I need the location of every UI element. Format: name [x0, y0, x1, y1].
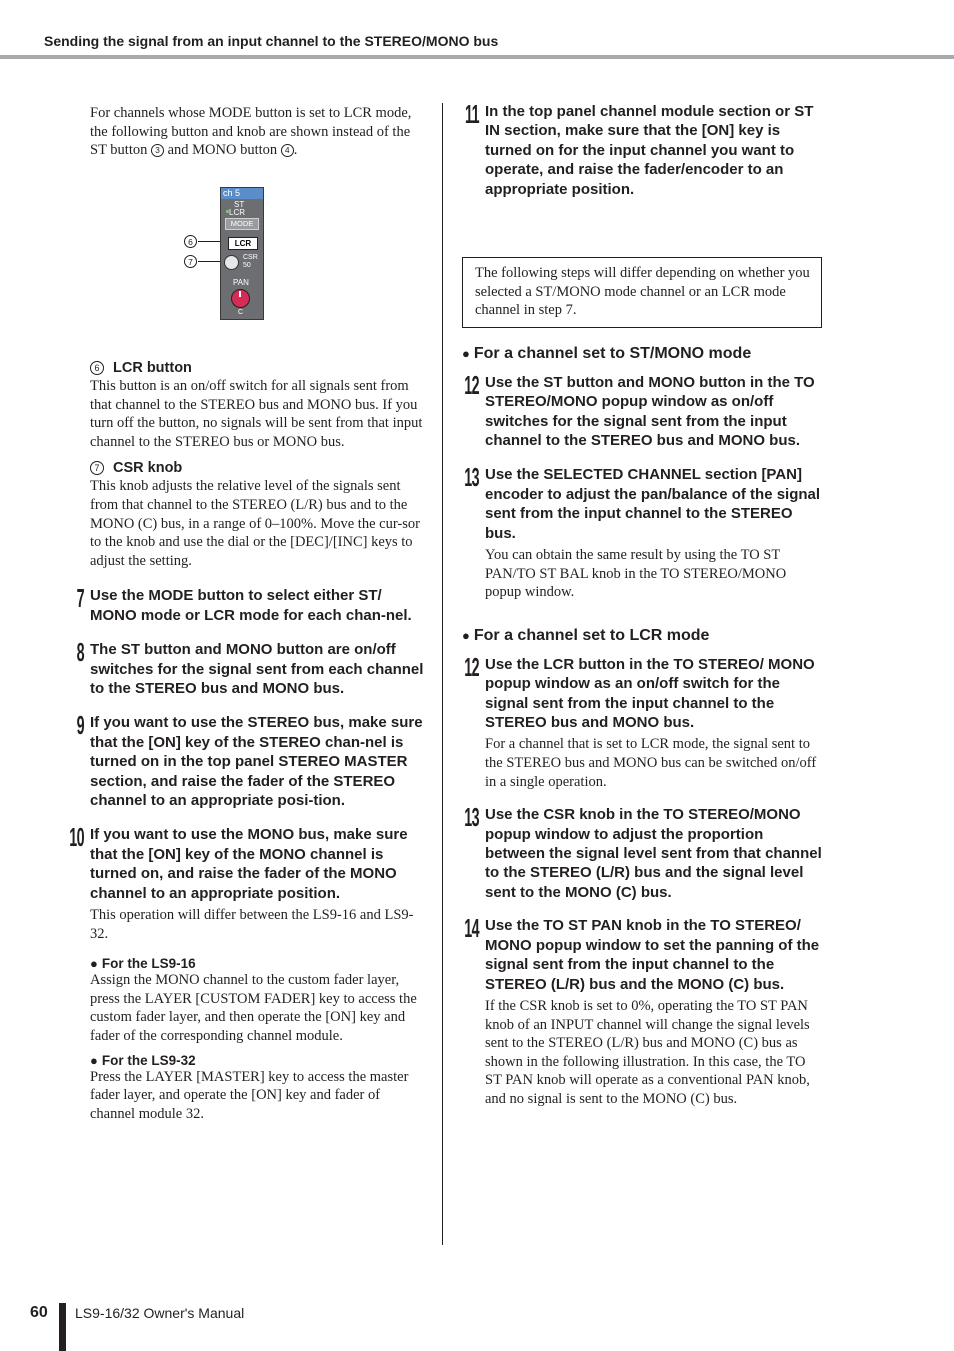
item-lcr-button-text: This button is an on/off switch for all signals sent from that channel to the STEREO bus and MONO bus. If you turn off the button, no signals will be sent from that input channel to the STEREO bus or MONO bus. [90, 378, 423, 450]
csr-knob-icon[interactable] [224, 255, 239, 270]
step-number: 14 [464, 913, 479, 944]
step-number: 7 [76, 583, 84, 614]
running-header: Sending the signal from an input channel to the STEREO/MONO bus [44, 33, 499, 49]
stmono-step-13 [464, 462, 822, 543]
step-11 [464, 99, 822, 199]
pan-value: C [238, 309, 244, 316]
step-number: 12 [464, 369, 479, 400]
step-number: 8 [76, 637, 84, 668]
bullet-icon: ● [462, 627, 470, 643]
right-column [462, 99, 822, 1108]
step-text: If you want to use the MONO bus, make sure that the [ON] key of the MONO channel is turned on, and raise the fader of the MONO channel to an appropriate position. [90, 826, 408, 902]
mode-button[interactable]: MODE [225, 218, 259, 230]
step-number: 11 [464, 99, 479, 129]
item-lcr-button-title: 6 LCR button [90, 360, 426, 376]
footer-title: LS9-16/32 Owner's Manual [75, 1305, 245, 1321]
lcr-step-12-note: For a channel that is set to LCR mode, the signal sent to the STEREO bus and MONO bus can be switched on/off in a single operation. [485, 736, 817, 790]
callout-7: 7 [184, 255, 197, 268]
header-rule [0, 55, 954, 59]
column-divider [442, 103, 443, 1245]
ls9-16-heading: ● For the LS9-16 [90, 956, 196, 972]
footer-bar [59, 1303, 66, 1351]
ls9-32-heading: ● For the LS9-32 [90, 1052, 196, 1068]
lcr-mode-label: LCR [229, 208, 246, 217]
bullet-icon: ● [90, 956, 98, 972]
st-label: ST [234, 200, 245, 209]
stmono-step-12 [464, 369, 822, 451]
step-number: 13 [464, 462, 479, 493]
step-10-note: This operation will differ between the LS9-16 and LS9-32. [90, 907, 414, 942]
step-number: 10 [69, 822, 84, 853]
step-8 [76, 637, 426, 698]
ls9-32-text: Press the LAYER [MASTER] key to access the master fader layer, and operate the [ON] key and fader of channel module 32. [90, 1068, 409, 1122]
channel-strip [220, 187, 264, 320]
note-box [462, 257, 822, 328]
csr-label: CSR 50 [243, 254, 258, 269]
channel-label: ch 5 [221, 188, 263, 199]
callout-6: 6 [184, 235, 197, 248]
step-number: 9 [76, 710, 84, 741]
lcr-button[interactable]: LCR [228, 237, 258, 250]
pan-knob-icon[interactable] [231, 289, 250, 308]
step-text: Use the SELECTED CHANNEL section [PAN] encoder to adjust the pan/balance of the signal sent from the input channel to the STEREO bus. [485, 466, 821, 542]
ls9-16-text: Assign the MONO channel to the custom fader layer, press the LAYER [CUSTOM FADER] key to access the custom fader layer, and then operate the [ON] key and fader of the corresponding channel module. [90, 972, 417, 1044]
intro-paragraph: For channels whose MODE button is set to LCR mode, the following button and knob are shown instead of the ST button 3 and MONO button 4 . [90, 105, 412, 159]
step-text: Use the ST button and MONO button in the TO STEREO/MONO popup window as on/off switches for the signal sent from the input channel to the STEREO bus and MONO bus. [485, 373, 815, 450]
step-text: In the top panel channel module section or ST IN section, make sure that the [ON] key is turned on for the input channel you want to operate, and raise the fader/encoder to an appropriate position. [485, 103, 814, 198]
step-number: 12 [464, 651, 479, 682]
lcr-heading: ● For a channel set to LCR mode [462, 626, 710, 644]
step-9 [76, 710, 426, 810]
lcr-step-14 [464, 913, 822, 994]
lcr-step-14-note: If the CSR knob is set to 0%, operating the TO ST PAN knob of an INPUT channel will change the signal levels sent to the STEREO (L/R) bus and MONO (C) bus as shown in the following illustration. In this case, the TO ST PAN knob will operate as a conventional PAN knob, and no signal is sent to the MONO (C) bus. [485, 997, 810, 1107]
step-number: 13 [464, 802, 479, 833]
step-7 [76, 583, 426, 625]
left-column-items [69, 360, 426, 1123]
item-csr-knob-title: 7 CSR knob [90, 460, 426, 476]
channel-strip-figure [182, 186, 272, 322]
step-text: The ST button and MONO button are on/off switches for the signal sent from each channel to the STEREO bus and MONO bus. [90, 641, 424, 697]
lcr-step-12 [464, 651, 822, 733]
step-text: Use the CSR knob in the TO STEREO/MONO popup window to adjust the proportion between the signal level sent from that channel to the STEREO (L/R) bus and the signal level sent to the MONO (C) bus. [485, 806, 822, 901]
step-text: If you want to use the STEREO bus, make sure that the [ON] key of the STEREO chan-nel is turned on in the top panel STEREO MASTER section, and raise the fader of the STEREO channel to an appropriate posi-tion. [90, 714, 423, 809]
bullet-icon: ● [90, 1052, 98, 1068]
page-number: 60 [30, 1304, 48, 1321]
stmono-step-13-note: You can obtain the same result by using the TO ST PAN/TO ST BAL knob in the TO STEREO/MONO popup window. [485, 547, 787, 601]
pan-label: PAN [233, 278, 249, 287]
ref-3: 3 [151, 144, 164, 157]
step-text: Use the LCR button in the TO STEREO/ MONO popup window as an on/off switch for the signal sent from the input channel to the STEREO bus and MONO bus. [485, 655, 815, 732]
item-number: 6 [90, 361, 104, 375]
note-text: The following steps will differ depending on whether you selected a ST/MONO mode channel or an LCR mode channel in step 7. [475, 265, 810, 319]
step-text: Use the MODE button to select either ST/ MONO mode or LCR mode for each chan-nel. [90, 587, 412, 624]
step-text: Use the TO ST PAN knob in the TO STEREO/ MONO popup window to set the panning of the signal sent from the input channel to the STEREO (L/R) bus and the MONO (C) bus. [485, 917, 820, 993]
ref-4: 4 [281, 144, 294, 157]
step-10 [69, 822, 426, 903]
stmono-heading: ● For a channel set to ST/MONO mode [462, 344, 752, 362]
lcr-step-13 [464, 802, 822, 902]
left-column [90, 104, 426, 160]
bullet-icon: ● [462, 345, 470, 361]
item-number: 7 [90, 461, 104, 475]
item-csr-knob-text: This knob adjusts the relative level of the signals sent from that channel to the STEREO (L/R) bus and to the MONO (C) bus, in a range of 0–100%. Move the cur-sor to the knob and use the dial or the [DEC]/[INC] keys to adjust the setting. [90, 478, 420, 569]
